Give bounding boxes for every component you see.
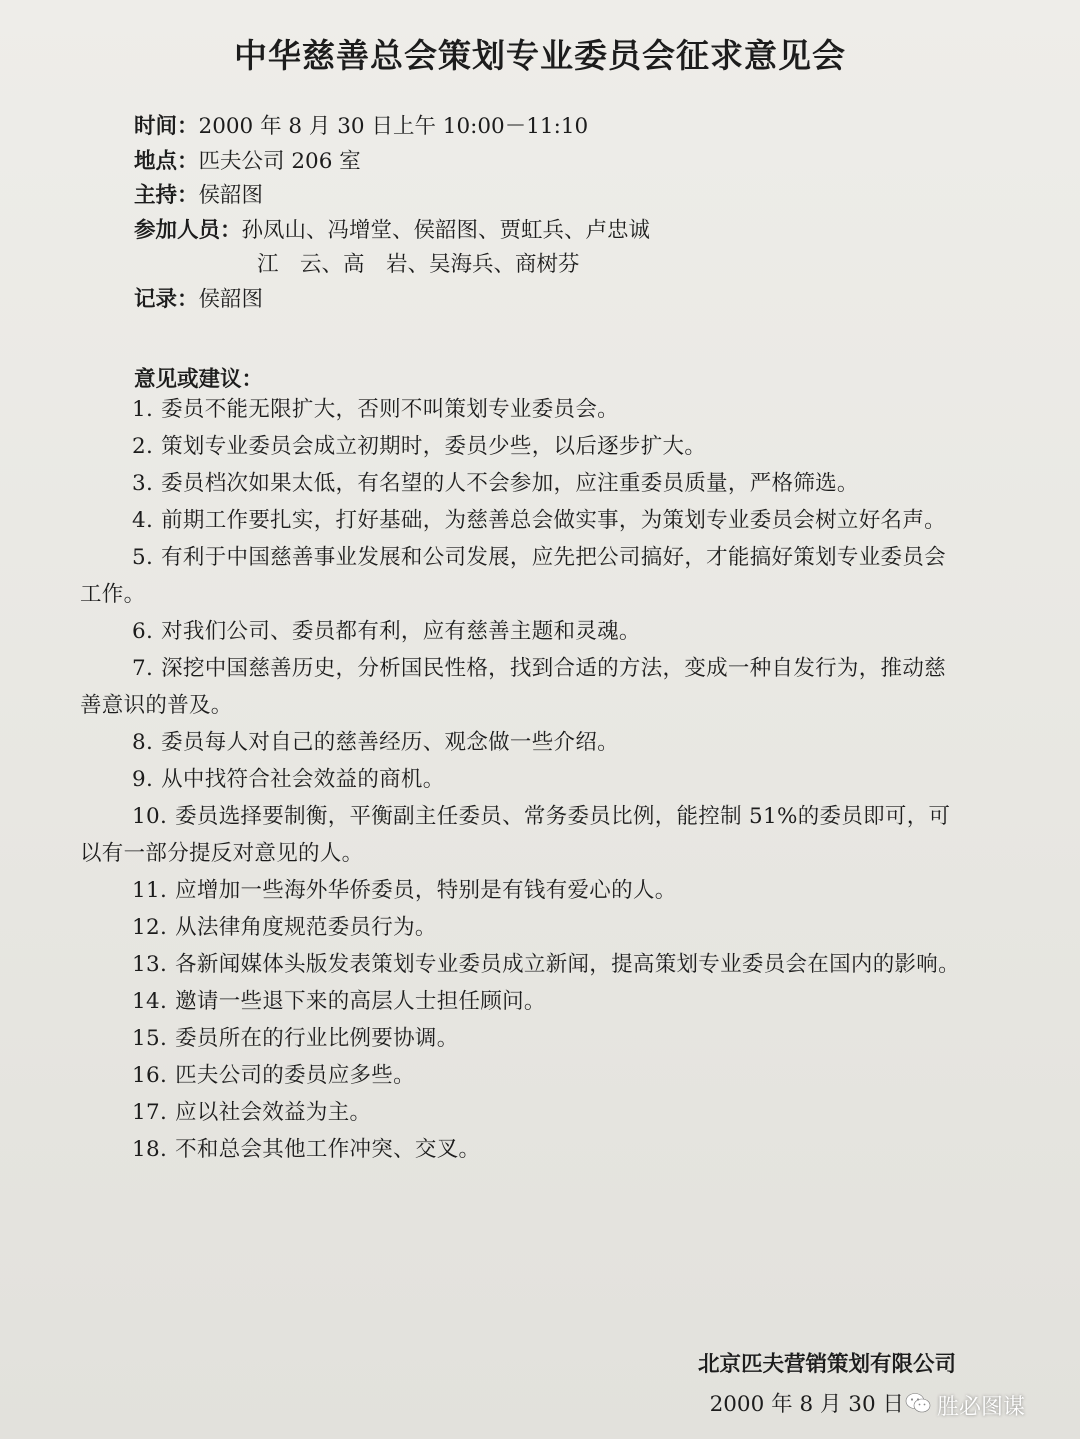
time-row [134,110,650,145]
list-item [80,946,960,983]
item-number: 16. [132,1063,168,1088]
item-text: 委员档次如果太低，有名望的人不会参加，应注重委员质量，严格筛选。 [161,471,859,496]
item-number: 4. [132,508,154,533]
list-item [80,539,960,613]
attendees-line-2: 江 云、高 岩、吴海兵、商树芬 [257,252,580,277]
item-text: 委员不能无限扩大，否则不叫策划专业委员会。 [161,397,619,422]
list-item [80,983,960,1020]
item-text: 委员选择要制衡，平衡副主任委员、常务委员比例，能控制 51%的委员即可，可以有一部分提反对意见的人。 [80,804,951,866]
item-number: 9. [132,767,154,792]
record-label: 记录： [134,286,199,312]
company-name: 北京匹夫营销策划有限公司 [697,1352,956,1377]
item-text: 有利于中国慈善事业发展和公司发展，应先把公司搞好，才能搞好策划专业委员会工作。 [80,545,946,607]
record-value: 侯韶图 [198,286,264,312]
item-number: 15. [132,1026,168,1051]
attendees-line-1: 孙凤山、冯增堂、侯韶图、贾虹兵、卢忠诚 [241,217,651,243]
record-row [134,283,650,318]
list-item [80,391,960,428]
place-label: 地点： [134,148,199,174]
item-text: 对我们公司、委员都有利，应有慈善主题和灵魂。 [161,619,641,644]
list-item [80,650,960,724]
host-value: 侯韶图 [198,183,264,208]
list-item [80,909,960,946]
host-label: 主持： [134,183,199,208]
watermark [905,1390,1025,1421]
attendees-row [134,214,650,249]
item-text: 不和总会其他工作冲突、交叉。 [175,1137,481,1162]
list-item [80,465,960,502]
item-number: 5. [132,545,154,570]
item-text: 委员每人对自己的慈善经历、观念做一些介绍。 [161,730,619,755]
list-item [80,502,960,539]
list-item [80,1131,960,1168]
list-item [80,761,960,798]
item-number: 11. [132,878,168,903]
item-text: 策划专业委员会成立初期时，委员少些，以后逐步扩大。 [161,434,707,459]
watermark-text: 胜必图谋 [937,1395,1026,1420]
section-heading: 意见或建议： [134,367,264,392]
time-label: 时间： [134,114,199,139]
item-text: 应以社会效益为主。 [175,1100,372,1125]
item-number: 12. [132,915,168,940]
item-text: 匹夫公司的委员应多些。 [175,1063,415,1088]
item-number: 7. [132,656,154,681]
item-text: 应增加一些海外华侨委员，特别是有钱有爱心的人。 [175,878,677,903]
item-text: 邀请一些退下来的高层人士担任顾问。 [175,989,546,1014]
list-item [80,1094,960,1131]
time-value: 2000 年 8 月 30 日上午 10:00－11:10 [198,114,589,139]
meeting-info [134,110,650,317]
wechat-icon [905,1392,937,1420]
item-number: 10. [132,804,168,829]
item-text: 各新闻媒体头版发表策划专业委员成立新闻，提高策划专业委员会在国内的影响。 [175,952,960,977]
item-number: 17. [132,1100,168,1125]
list-item [80,1020,960,1057]
place-value: 匹夫公司 206 室 [198,148,361,174]
attendees-label: 参加人员： [134,217,242,243]
list-item [80,724,960,761]
suggestion-list [80,391,960,1168]
list-item [80,613,960,650]
item-text: 深挖中国慈善历史，分析国民性格，找到合适的方法，变成一种自发行为，推动慈善意识的普及。 [80,656,946,718]
item-number: 18. [132,1137,168,1162]
item-text: 从法律角度规范委员行为。 [175,915,437,940]
item-text: 前期工作要扎实，打好基础，为慈善总会做实事，为策划专业委员会树立好名声。 [161,508,946,533]
item-text: 从中找符合社会效益的商机。 [161,767,445,792]
attendees-row-2 [134,248,650,283]
item-text: 委员所在的行业比例要协调。 [175,1026,459,1051]
list-item [80,798,960,872]
item-number: 13. [132,952,168,977]
place-row [134,145,650,180]
list-item [80,1057,960,1094]
host-row [134,179,650,214]
item-number: 14. [132,989,168,1014]
item-number: 3. [132,471,154,496]
list-item [80,872,960,909]
signature-date: 2000 年 8 月 30 日 [709,1392,904,1417]
item-number: 6. [132,619,154,644]
document-title: 中华慈善总会策划专业委员会征求意见会 [234,36,846,75]
list-item [80,428,960,465]
item-number: 2. [132,434,154,459]
item-number: 8. [132,730,154,755]
item-number: 1. [132,397,154,422]
